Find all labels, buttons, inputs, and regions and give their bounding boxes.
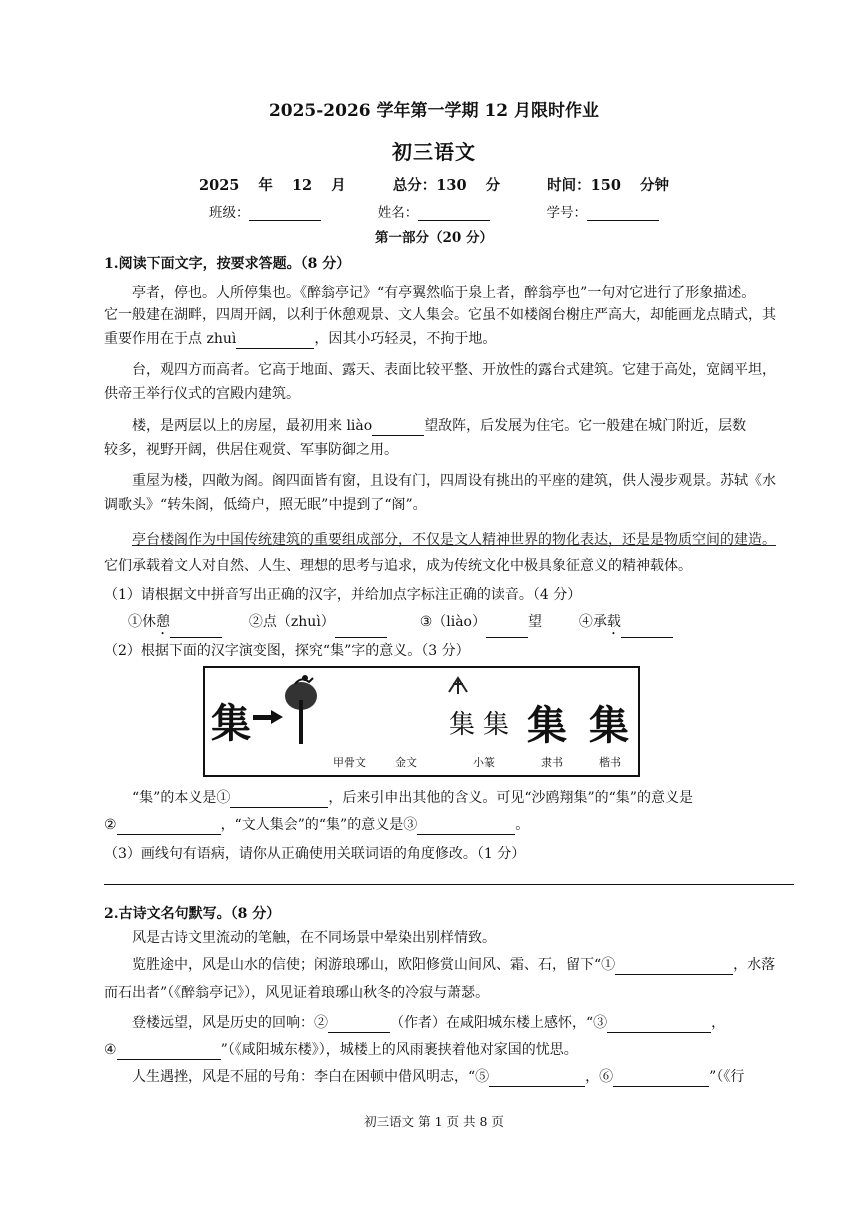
id-blank[interactable] [587, 206, 659, 221]
q1-sub2-answer-line1 [104, 788, 794, 808]
answer-blank[interactable] [328, 1018, 390, 1033]
text-segment: 楼，是两层以上的房屋，最初用来 liào [132, 418, 373, 434]
exam-date: 2025 年 12 月 [199, 177, 346, 194]
underlined-text: 亭台楼阁作为中国传统建筑的重要组成部分，不仅是文人精神世界的物化表达，还是是物质空间的建造。 [132, 532, 776, 548]
text-segment: ，⑥ [585, 1069, 614, 1085]
student-fields [0, 201, 868, 221]
text-segment: ”（《咸阳城东楼》），城楼上的风雨裹挟着他对家国的忧思。 [220, 1042, 578, 1058]
character-evolution-figure [203, 666, 640, 777]
text-segment: ④ [104, 1042, 117, 1058]
glyph-seal-1: 集 [449, 710, 476, 740]
q1-para4-line2: 调歌头》“转朱阁，低绮户，照无眠”中提到了“阁”。 [104, 497, 427, 513]
answer-blank[interactable] [489, 1072, 585, 1087]
glyph-clerical: 集 [527, 703, 567, 749]
item-label: ③（liào） [419, 614, 486, 630]
q1-para2-line2: 供帝王举行仪式的宫殿内建筑。 [104, 386, 300, 402]
text-segment: 人生遇挫，风是不屈的号角：李白在困顿中借风明志，“⑤ [132, 1069, 490, 1085]
q2-line3: 而石出者”（《醉翁亭记》），风见证着琅琊山秋冬的冷寂与萧瑟。 [104, 985, 490, 1001]
answer-blank[interactable] [117, 1045, 221, 1060]
bronze-glyph-icon [445, 674, 471, 696]
answer-blank[interactable] [335, 623, 387, 638]
q2-line1: 风是古诗文里流动的笔触，在不同场景中晕染出别样情致。 [132, 930, 496, 946]
name-blank[interactable] [418, 206, 490, 221]
dotted-char: 憩 [156, 614, 170, 630]
q1-para3-line2: 较多，视野开阔，供居住观赏、军事防御之用。 [104, 442, 398, 458]
item-label: ②点（zhuì） [248, 614, 335, 630]
caption-bronze: 金文 [395, 756, 417, 769]
answer-blank[interactable] [117, 820, 221, 835]
glyph-large: 集 [211, 701, 251, 747]
q1-para4-line1: 重屋为楼，四敞为阁。阁四面皆有窗，且设有门，四周设有挑出的平座的建筑，供人漫步观景。苏轼《水 [132, 473, 776, 489]
item-label: ①休 [128, 614, 156, 630]
answer-blank[interactable] [236, 334, 314, 349]
q1-para1-line1: 亭者，停也。人所停集也。《醉翁亭记》“有亭翼然临于泉上者，醉翁亭也”一句对它进行了形象描述。 [132, 285, 756, 301]
text-segment: 览胜途中，风是山水的信使；闲游琅琊山，欧阳修赏山间风、霜、石，留下“① [132, 957, 616, 973]
answer-blank[interactable] [615, 960, 733, 975]
text-segment: 重要作用在于点 zhuì [104, 331, 237, 347]
answer-blank[interactable] [230, 793, 328, 808]
q1-sub1-items [128, 612, 818, 638]
q1-title: 1.阅读下面文字，按要求答题。（8 分） [104, 256, 351, 272]
q1-para2-line1: 台，观四方而高者。它高于地面、露天、表面比较平整、开放性的露台式建筑。它建于高处，宽阔平坦， [132, 362, 776, 378]
item-label: 望 [527, 614, 542, 630]
caption-seal: 小篆 [473, 756, 495, 769]
oracle-tree-bird-icon [281, 670, 321, 746]
page-footer: 初三语文 第 1 页 共 8 页 [364, 1114, 504, 1129]
text-segment: ，后来引申出其他的含义。可见“沙鸥翔集”的“集”的意义是 [328, 790, 693, 806]
caption-regular: 楷书 [599, 756, 621, 769]
exam-time: 时间：150 分钟 [547, 177, 669, 194]
q1-para3-line1 [104, 416, 794, 436]
text-segment: 。 [515, 817, 530, 833]
q1-para1-line2: 它一般建在湖畔，四周开阔，以利于休憩观景、文人集会。它虽不如楼阁台榭庄严高大，却能画龙点睛式，其 [104, 307, 776, 323]
answer-blank[interactable] [417, 820, 515, 835]
name-label: 姓名： [377, 205, 419, 221]
q2-line2 [104, 955, 794, 975]
q1-para1-line3 [104, 329, 794, 349]
answer-blank[interactable] [486, 623, 528, 638]
class-label: 班级： [208, 205, 250, 221]
q1-underlined-sentence [104, 530, 794, 550]
q2-line5 [104, 1040, 794, 1060]
answer-blank[interactable] [372, 421, 424, 436]
text-segment: 登楼远望，风是历史的回响：② [132, 1015, 328, 1031]
text-segment: （作者）在咸阳城东楼上感怀，“③ [390, 1015, 608, 1031]
item-label: ④承 [578, 614, 607, 630]
total-score: 总分：130 分 [392, 177, 501, 194]
text-segment: ”（《行 [709, 1069, 745, 1085]
text-segment: 望敌阵，后发展为住宅。它一般建在城门附近，层数 [424, 418, 747, 434]
text-segment: ，水落 [733, 957, 776, 973]
answer-blank[interactable] [613, 1072, 709, 1087]
class-blank[interactable] [249, 206, 321, 221]
text-segment: ，“文人集会”的“集”的意义是③ [220, 817, 418, 833]
q2-title: 2.古诗文名句默写。（8 分） [104, 906, 281, 922]
text-segment: ，因其小巧轻灵，不拘于地。 [314, 331, 497, 347]
answer-blank[interactable] [607, 1018, 711, 1033]
subject-title: 初三语文 [392, 140, 476, 164]
q2-line4 [104, 1013, 794, 1033]
q1-sub1: （1）请根据文中拼音写出正确的汉字，并给加点字标注正确的读音。（4 分） [104, 587, 582, 603]
q1-para5-line2: 它们承载着文人对自然、人生、理想的思考与追求，成为传统文化中极具象征意义的精神载体。 [104, 558, 692, 574]
answer-blank[interactable] [170, 623, 222, 638]
glyph-seal-2: 集 [483, 710, 510, 740]
q1-sub3: （3）画线句有语病，请你从正确使用关联词语的角度修改。（1 分） [104, 846, 526, 862]
exam-title: 2025-2026 学年第一学期 12 月限时作业 [268, 101, 600, 121]
q1-sub2: （2）根据下面的汉字演变图，探究“集”字的意义。（3 分） [104, 643, 470, 659]
q2-line6 [104, 1067, 794, 1087]
dotted-char: 载 [606, 614, 621, 630]
exam-meta [0, 174, 868, 195]
glyph-regular: 集 [589, 703, 629, 749]
part-heading: 第一部分（20 分） [375, 230, 493, 246]
id-label: 学号： [546, 205, 588, 221]
q1-sub2-answer-line2 [104, 815, 794, 835]
answer-line[interactable] [104, 884, 794, 885]
caption-oracle: 甲骨文 [333, 756, 366, 769]
arrow-icon [253, 710, 283, 724]
answer-blank[interactable] [621, 623, 673, 638]
text-segment: “集”的本义是① [132, 790, 231, 806]
text-segment: ， [711, 1015, 726, 1031]
text-segment: ② [104, 817, 117, 833]
caption-clerical: 隶书 [541, 756, 563, 769]
